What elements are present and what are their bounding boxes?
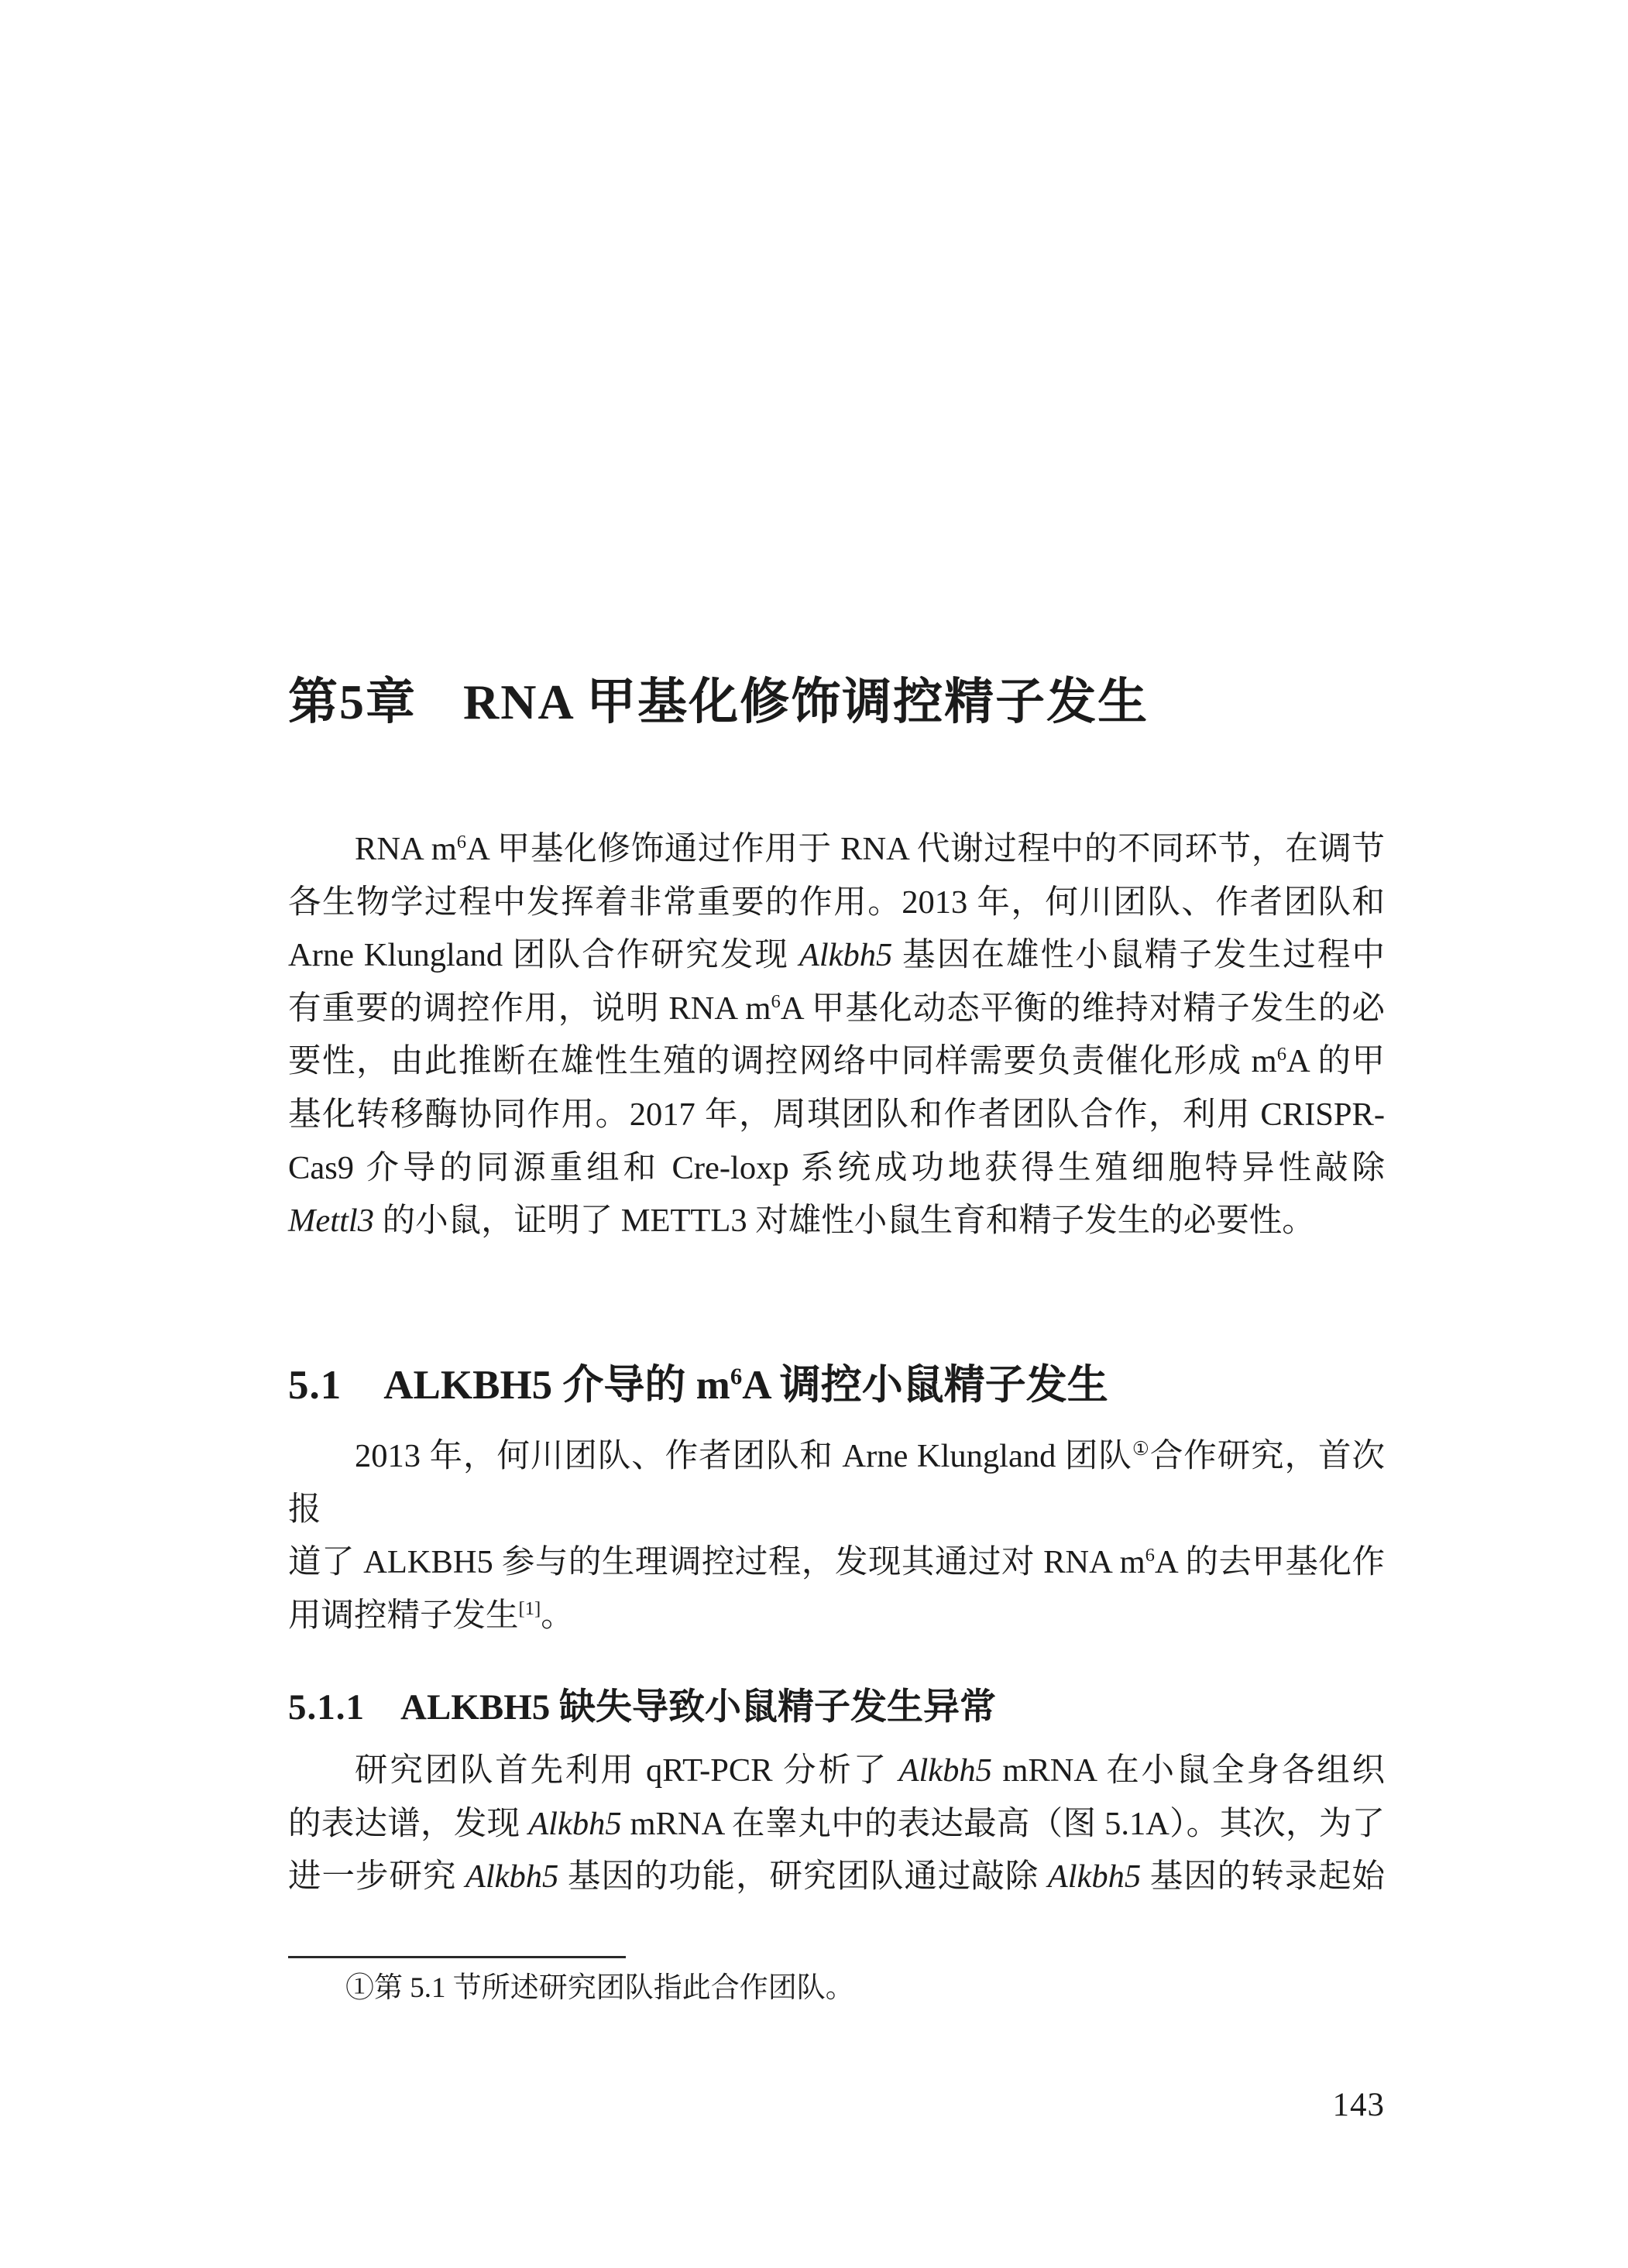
text-run: A 的去甲基化作 (1154, 1544, 1385, 1581)
italic-gene-name: Alkbh5 (898, 1752, 992, 1789)
text-line (288, 1798, 1385, 1851)
text-line (288, 1590, 1385, 1643)
text-run: mRNA 在小鼠全身各组织 (991, 1752, 1385, 1789)
footnote-text: ①第 5.1 节所述研究团队指此合作团队。 (345, 1972, 854, 2004)
text-line (288, 1536, 1385, 1590)
text-line (288, 877, 1385, 930)
text-run: 有重要的调控作用，说明 RNA m (288, 990, 771, 1027)
section-5-1-paragraph (288, 1430, 1385, 1642)
text-line (288, 1430, 1385, 1536)
page-number: 143 (1332, 2087, 1385, 2123)
chapter-number: 第5章 (288, 674, 417, 729)
text-run: 。 (541, 1597, 574, 1634)
text-run: 基因的功能，研究团队通过敲除 (558, 1858, 1048, 1896)
text-line (288, 1851, 1385, 1904)
text-run: 合作研究，首次报 (288, 1438, 1385, 1528)
chapter-title-text: RNA 甲基化修饰调控精子发生 (463, 674, 1149, 729)
text-run: 道了 ALKBH5 参与的生理调控过程，发现其通过对 RNA m (288, 1544, 1145, 1581)
footnote-separator-rule (288, 1956, 626, 1958)
footnote (288, 1970, 1385, 2007)
italic-gene-name: Alkbh5 (528, 1805, 622, 1842)
chapter-heading (288, 674, 1149, 729)
section-5-1-1-paragraph (288, 1745, 1385, 1904)
text-run: 基因在雄性小鼠精子发生过程中 (892, 937, 1385, 974)
text-run: 进一步研究 (288, 1858, 465, 1896)
section-5-1-title-text (383, 1363, 1108, 1408)
italic-gene-name: Alkbh5 (1047, 1858, 1142, 1896)
text-line (288, 1745, 1385, 1798)
text-run: 2013 年，何川团队、作者团队和 Arne Klungland 团队 (355, 1438, 1132, 1474)
italic-gene-name: Alkbh5 (799, 937, 893, 974)
text-run: Arne Klungland 团队合作研究发现 (288, 937, 799, 974)
text-run: 各生物学过程中发挥着非常重要的作用。2013 年，何川团队、作者团队和 (288, 884, 1385, 921)
text-run: ALKBH5 介导的 m (383, 1362, 730, 1408)
italic-gene-name: Alkbh5 (465, 1858, 559, 1896)
text-run: 用调控精子发生 (288, 1597, 519, 1634)
text-run: 的小鼠，证明了 METTL3 对雄性小鼠生育和精子发生的必要性。 (373, 1203, 1315, 1240)
text-run: A 的甲 (1286, 1043, 1385, 1080)
section-5-1-heading (288, 1363, 1108, 1408)
italic-gene-name: Mettl3 (288, 1203, 374, 1240)
text-run: 基因的转录起始 (1141, 1858, 1385, 1896)
text-run: 的表达谱，发现 (288, 1805, 529, 1842)
superscript-marker: 6 (1145, 1545, 1155, 1566)
section-5-1-1-title-text: ALKBH5 缺失导致小鼠精子发生异常 (400, 1687, 997, 1728)
superscript-marker: ① (1132, 1438, 1150, 1460)
text-line (288, 1035, 1385, 1089)
text-line (288, 1089, 1385, 1142)
superscript-marker: [1] (518, 1597, 541, 1619)
text-run: 基化转移酶协同作用。2017 年，周琪团队和作者团队合作，利用 CRISPR- (288, 1096, 1385, 1133)
text-run: 研究团队首先利用 qRT-PCR 分析了 (355, 1752, 899, 1789)
text-line (288, 1195, 1385, 1248)
superscript-marker: 6 (456, 831, 467, 853)
intro-paragraph (288, 823, 1385, 1248)
superscript-marker: 6 (1276, 1044, 1287, 1065)
section-5-1-1-number: 5.1.1 (288, 1687, 365, 1728)
text-run: A 调控小鼠精子发生 (742, 1362, 1108, 1408)
section-5-1-number: 5.1 (288, 1362, 342, 1408)
text-line (288, 983, 1385, 1036)
text-run: A 甲基化动态平衡的维持对精子发生的必 (780, 990, 1385, 1027)
text-run: mRNA 在睾丸中的表达最高（图 5.1A）。其次，为了 (621, 1805, 1385, 1842)
superscript-marker: 6 (730, 1363, 743, 1390)
text-line (288, 1142, 1385, 1196)
text-run: 要性，由此推断在雄性生殖的调控网络中同样需要负责催化形成 m (288, 1043, 1277, 1080)
text-run: RNA m (355, 831, 457, 867)
section-5-1-1-heading (288, 1688, 996, 1728)
text-line (288, 929, 1385, 983)
superscript-marker: 6 (771, 990, 781, 1012)
text-run: Cas9 介导的同源重组和 Cre-loxp 系统成功地获得生殖细胞特异性敲除 (288, 1149, 1385, 1186)
text-run: A 甲基化修饰通过作用于 RNA 代谢过程中的不同环节，在调节 (466, 831, 1385, 867)
text-line (288, 823, 1385, 877)
